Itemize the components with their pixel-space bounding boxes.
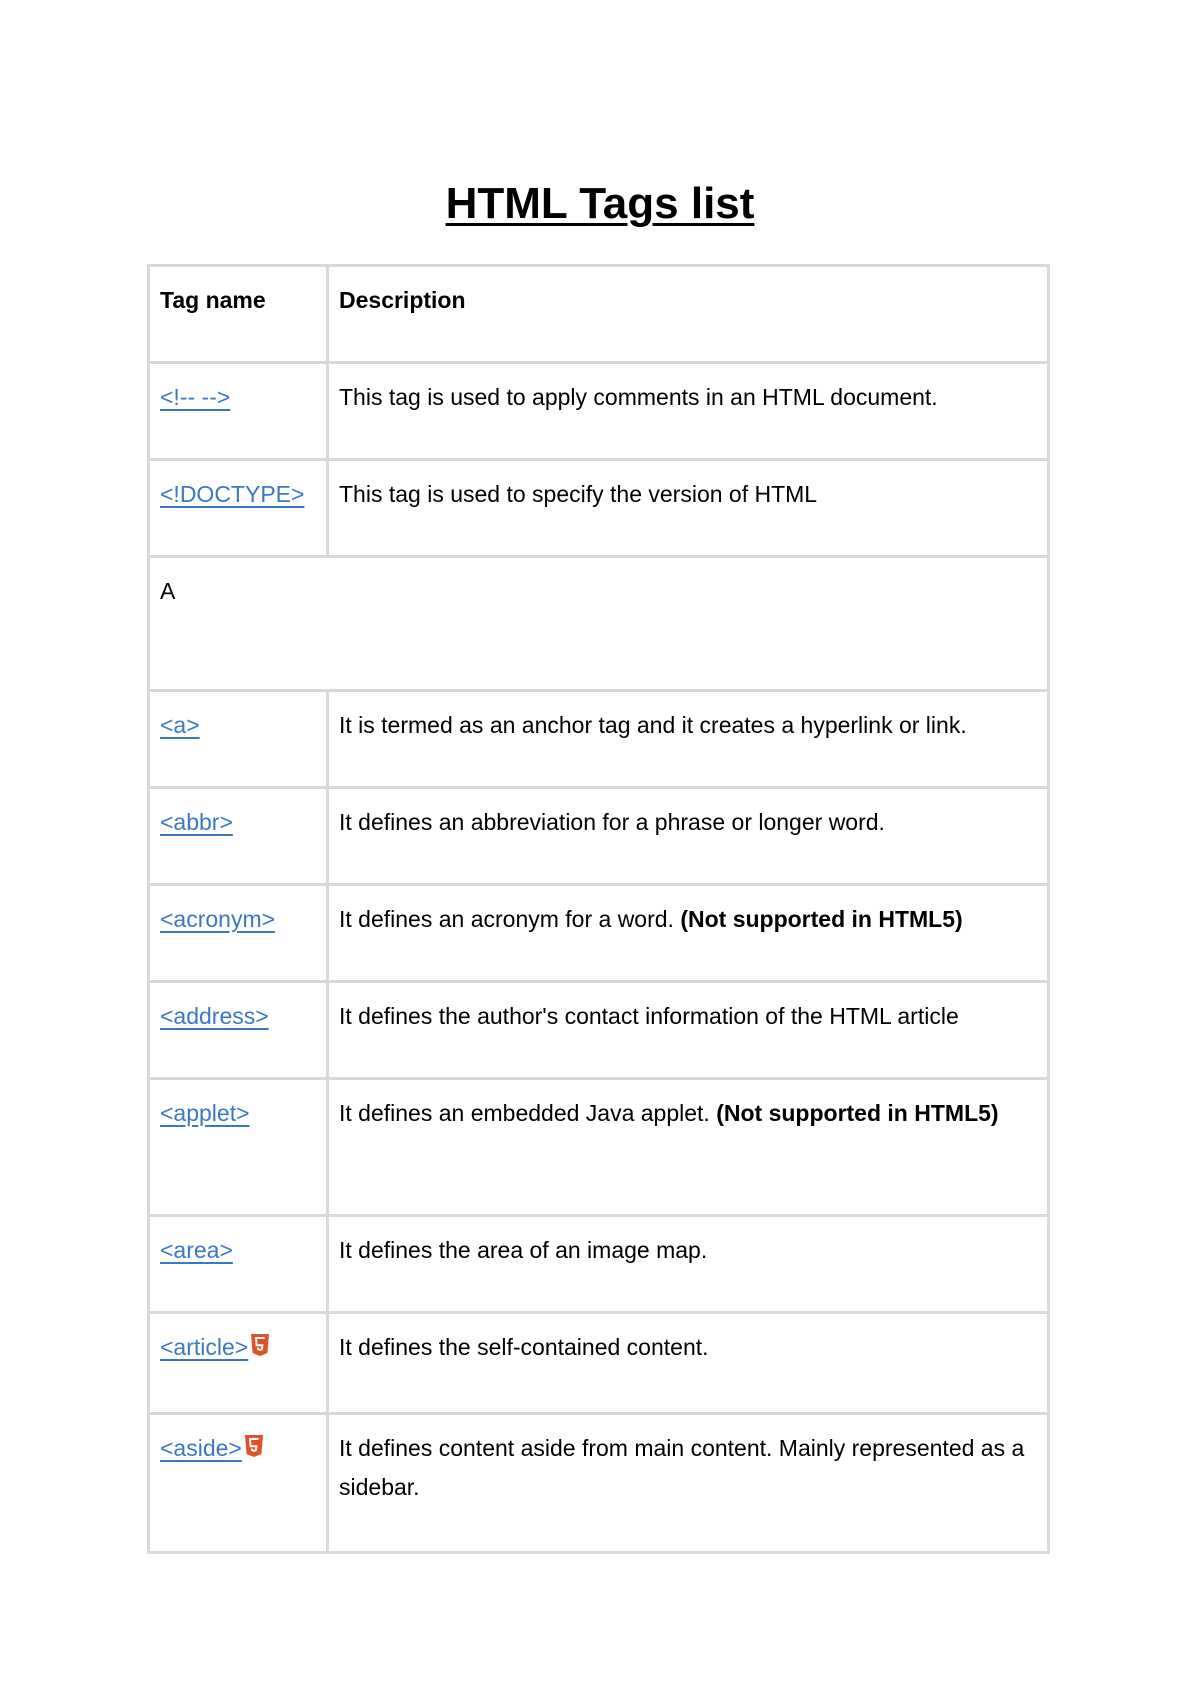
- not-supported-note: (Not supported in HTML5): [716, 1100, 999, 1126]
- description-cell: [328, 788, 1049, 885]
- tag-cell: [149, 460, 328, 557]
- tag-cell: [149, 1079, 328, 1216]
- header-tag-name: Tag name: [149, 266, 328, 363]
- description-text: It defines the author's contact information of the HTML article: [339, 1003, 959, 1029]
- description-cell: [328, 1079, 1049, 1216]
- table-row: [149, 788, 1049, 885]
- tag-link[interactable]: <article>: [160, 1334, 249, 1360]
- table-row: [149, 691, 1049, 788]
- table-row: [149, 1216, 1049, 1313]
- table-row: [149, 460, 1049, 557]
- table-row: [149, 1414, 1049, 1553]
- tag-cell: [149, 691, 328, 788]
- html-tags-table: [147, 264, 1050, 1554]
- html5-shield-icon: [244, 1431, 264, 1470]
- table-row: [149, 363, 1049, 460]
- description-text: It is termed as an anchor tag and it creates a hyperlink or link.: [339, 712, 967, 738]
- description-cell: [328, 1313, 1049, 1414]
- description-cell: [328, 1216, 1049, 1313]
- tag-link[interactable]: <area>: [160, 1237, 233, 1263]
- tag-link[interactable]: <abbr>: [160, 809, 233, 835]
- description-text: It defines the self-contained content.: [339, 1334, 709, 1360]
- header-description: Description: [328, 266, 1049, 363]
- tag-link[interactable]: <!DOCTYPE>: [160, 481, 305, 507]
- letter-section-row: [149, 557, 1049, 691]
- table-header-row: [149, 266, 1049, 363]
- tag-link[interactable]: <acronym>: [160, 906, 276, 932]
- tag-cell: [149, 982, 328, 1079]
- table-row: [149, 885, 1049, 982]
- description-text: It defines the area of an image map.: [339, 1237, 708, 1263]
- description-cell: [328, 1414, 1049, 1553]
- tag-cell: [149, 885, 328, 982]
- tag-link[interactable]: <a>: [160, 712, 200, 738]
- tag-link[interactable]: <applet>: [160, 1100, 250, 1126]
- tag-link[interactable]: <aside>: [160, 1435, 242, 1461]
- page-title: HTML Tags list: [445, 179, 755, 228]
- description-text: It defines an abbreviation for a phrase or longer word.: [339, 809, 885, 835]
- tag-cell: [149, 1414, 328, 1553]
- description-cell: [328, 885, 1049, 982]
- tag-cell: [149, 1313, 328, 1414]
- description-text: It defines an embedded Java applet.: [339, 1100, 717, 1126]
- table-row: [149, 1313, 1049, 1414]
- table-row: [149, 982, 1049, 1079]
- description-cell: [328, 363, 1049, 460]
- tag-cell: [149, 1216, 328, 1313]
- description-text: It defines an acronym for a word.: [339, 906, 681, 932]
- tag-link[interactable]: <address>: [160, 1003, 269, 1029]
- section-letter: A: [149, 557, 1049, 691]
- description-cell: [328, 460, 1049, 557]
- table-row: [149, 1079, 1049, 1216]
- description-text: This tag is used to apply comments in an HTML document.: [339, 384, 938, 410]
- html5-shield-icon: [250, 1330, 270, 1369]
- description-text: It defines content aside from main content. Mainly represented as a sidebar.: [339, 1435, 1025, 1500]
- not-supported-note: (Not supported in HTML5): [680, 906, 963, 932]
- tag-link[interactable]: <!-- -->: [160, 384, 231, 410]
- description-cell: [328, 982, 1049, 1079]
- description-text: This tag is used to specify the version of HTML: [339, 481, 818, 507]
- tag-cell: [149, 788, 328, 885]
- tag-cell: [149, 363, 328, 460]
- description-cell: [328, 691, 1049, 788]
